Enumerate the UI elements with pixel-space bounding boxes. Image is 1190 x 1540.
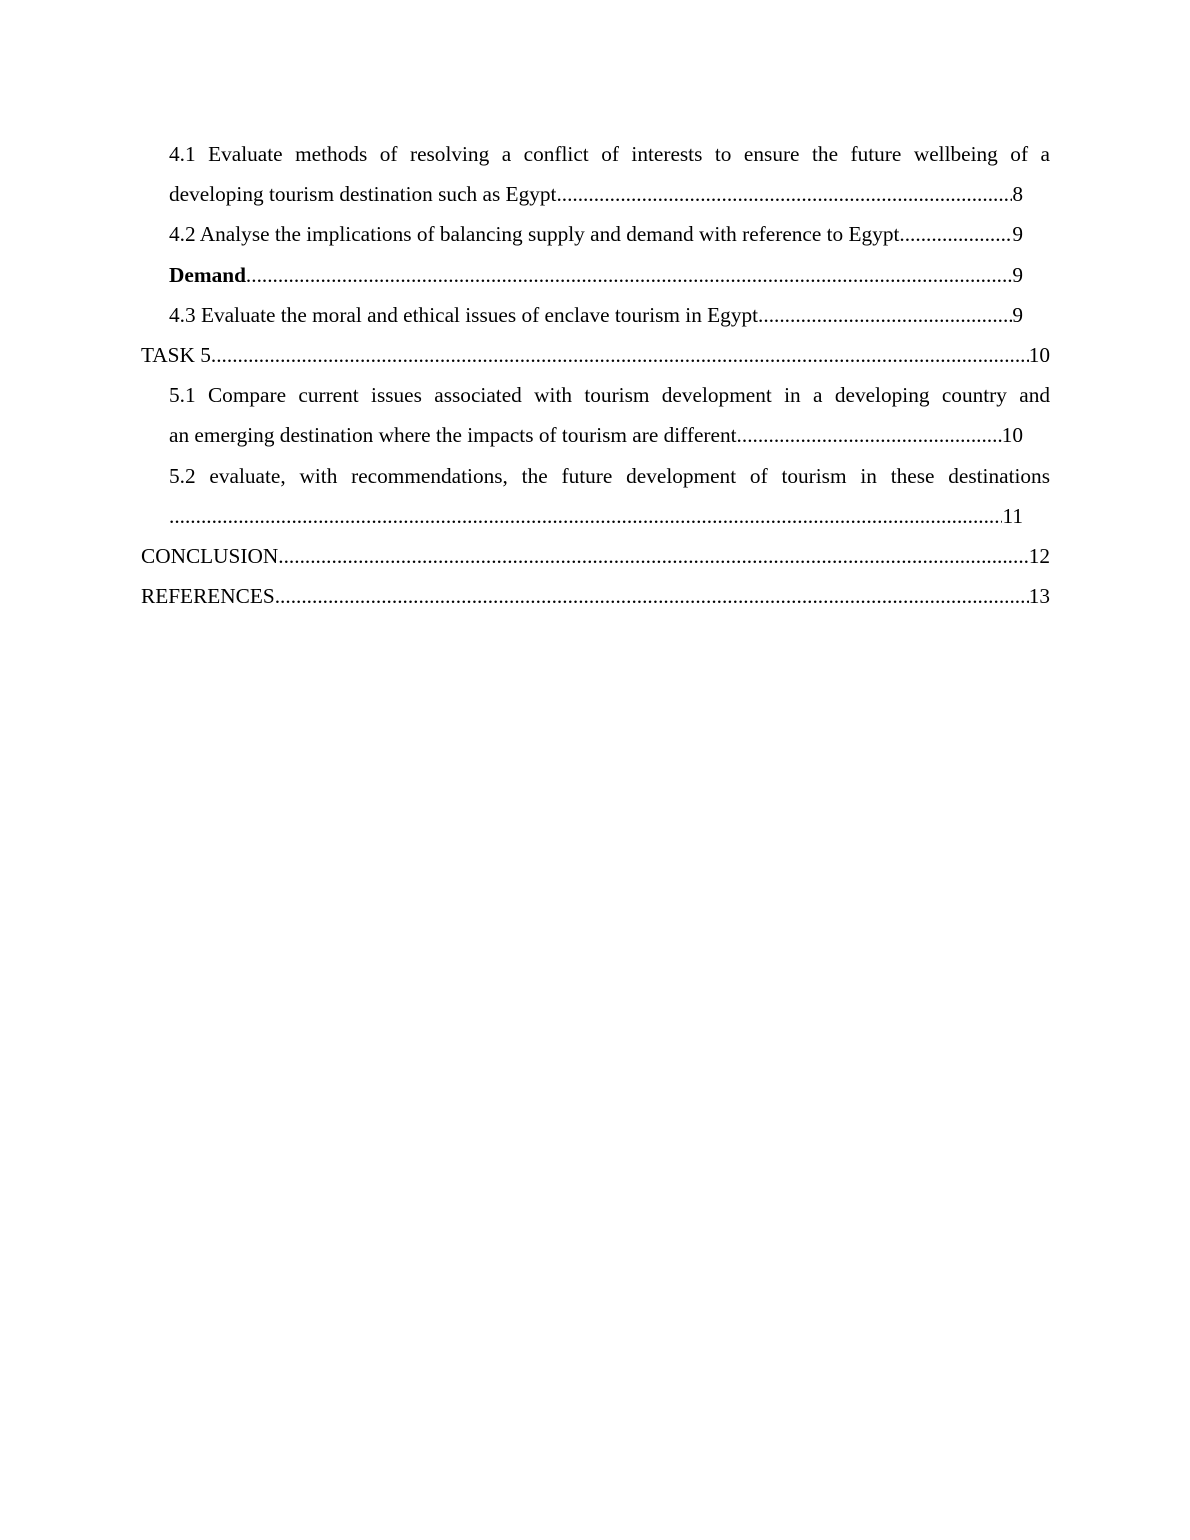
toc-page-number: 13 — [1028, 584, 1050, 609]
toc-page-number: 10 — [1028, 342, 1050, 367]
toc-entry-4-2[interactable] — [169, 214, 1050, 254]
toc-entry-4-1[interactable] — [169, 134, 1050, 214]
toc-page-number: 9 — [1012, 302, 1023, 327]
toc-page-number: 11 — [1002, 503, 1023, 528]
toc-entry-task-5[interactable] — [141, 335, 1050, 375]
toc-entry-title: REFERENCES — [141, 584, 275, 609]
toc-entry-references[interactable] — [141, 576, 1050, 616]
toc-entry-text: 5.1 Compare current issues associated with tourism development in a developing country and — [169, 383, 1050, 408]
toc-entry-5-1[interactable] — [169, 375, 1050, 455]
toc-entry-title: an emerging destination where the impacts of tourism are different — [169, 423, 737, 448]
table-of-contents — [141, 134, 1050, 616]
toc-entry-title: CONCLUSION — [141, 543, 279, 568]
toc-page-number: 9 — [1012, 262, 1023, 287]
toc-leader-dots — [275, 576, 1029, 616]
toc-entry-title: 4.2 Analyse the implications of balancing supply and demand with reference to Egypt — [169, 222, 900, 247]
toc-entry-demand[interactable] — [169, 255, 1050, 295]
toc-entry-conclusion[interactable] — [141, 536, 1050, 576]
toc-entry-title: TASK 5 — [141, 342, 211, 367]
toc-leader-dots — [899, 214, 1012, 254]
toc-page-number: 12 — [1028, 543, 1050, 568]
toc-leader-dots — [278, 536, 1028, 576]
toc-entry-text: 5.2 evaluate, with recommendations, the future development of tourism in these destinations — [169, 463, 1050, 488]
toc-leader-dots — [737, 415, 1002, 455]
toc-page-number: 10 — [1001, 423, 1023, 448]
toc-leader-dots — [246, 255, 1012, 295]
toc-page-number: 8 — [1012, 182, 1023, 207]
toc-entry-title: 4.3 Evaluate the moral and ethical issues of enclave tourism in Egypt — [169, 302, 759, 327]
toc-leader-dots — [758, 295, 1012, 335]
toc-entry-title: Demand — [169, 262, 246, 287]
toc-entry-5-2[interactable] — [169, 456, 1050, 536]
toc-entry-4-3[interactable] — [169, 295, 1050, 335]
toc-leader-dots — [169, 496, 1002, 536]
toc-entry-title: developing tourism destination such as Egypt — [169, 182, 557, 207]
toc-leader-dots — [211, 335, 1029, 375]
toc-leader-dots — [556, 174, 1012, 214]
toc-page-number: 9 — [1012, 222, 1023, 247]
toc-entry-text: 4.1 Evaluate methods of resolving a conflict of interests to ensure the future wellbeing of a — [169, 142, 1050, 166]
